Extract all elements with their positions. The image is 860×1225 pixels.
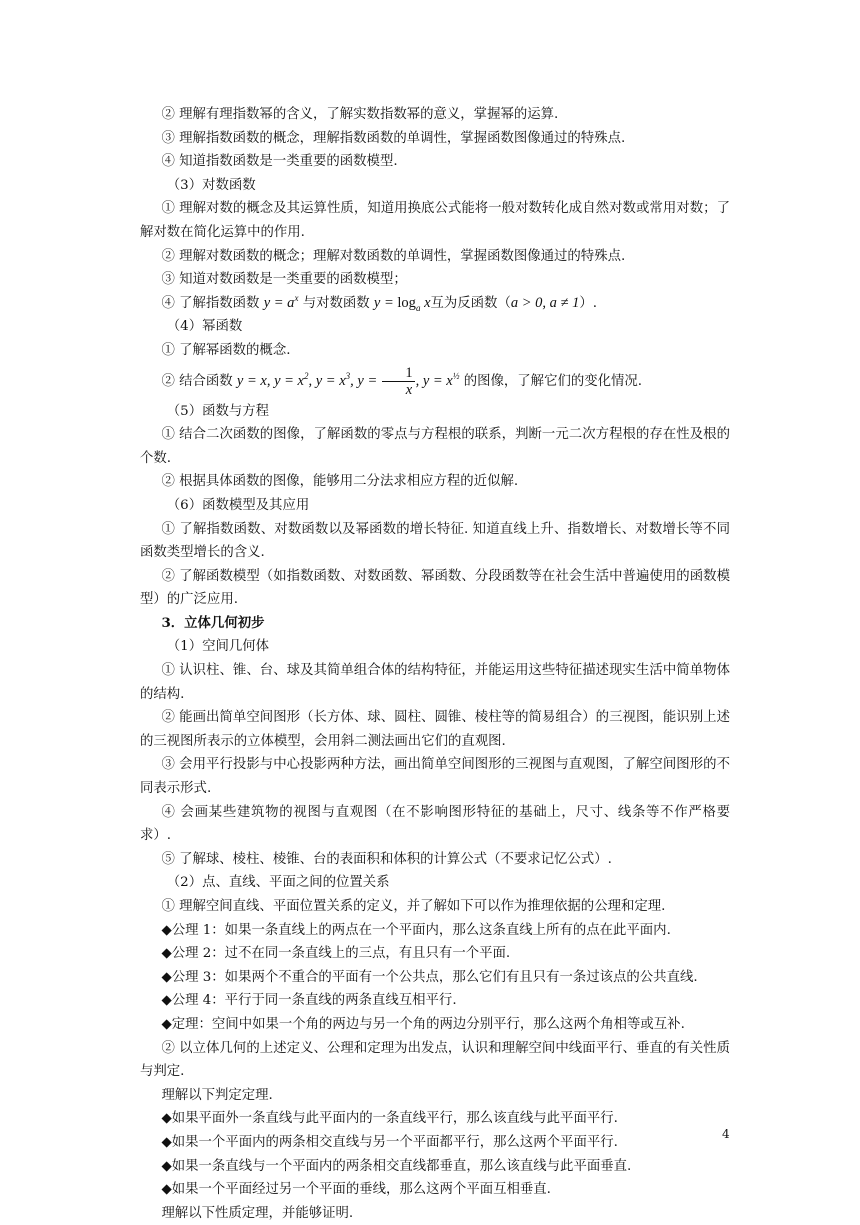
paragraph: ① 理解空间直线、平面位置关系的定义，并了解如下可以作为推理依据的公理和定理. — [161, 899, 666, 914]
subsection-heading: （2）点、直线、平面之间的位置关系 — [166, 875, 390, 891]
paragraph: ② 理解有理指数幂的含义，了解实数指数幂的意义，掌握幂的运算. — [161, 107, 559, 122]
axiom-item: ◆公理 4：平行于同一条直线的两条直线互相平行. — [161, 993, 457, 1009]
page-number: 4 — [722, 1127, 730, 1141]
paragraph: ② 以立体几何的上述定义、公理和定理为出发点，认识和理解空间中线面平行、垂直的有关性质与判定. — [140, 1040, 730, 1080]
paragraph: ③ 知道对数函数是一类重要的函数模型； — [161, 272, 407, 288]
subsection-heading: （6）函数模型及其应用 — [166, 497, 310, 513]
text-run: 互为反函数（ — [430, 295, 511, 311]
paragraph: ① 了解指数函数、对数函数以及幂函数的增长特征. 知道直线上升、指数增长、对数增长等不同函数类型增长的含义. — [140, 521, 730, 561]
theorem-item: ◆如果平面外一条直线与此平面内的一条直线平行，那么该直线与此平面平行. — [161, 1111, 618, 1127]
paragraph: ③ 理解指数函数的概念，理解指数函数的单调性，掌握函数图像通过的特殊点. — [161, 130, 626, 146]
axiom-item: ◆公理 2：过不在同一条直线上的三点，有且只有一个平面. — [161, 946, 511, 962]
text-run: 与对数函数 — [302, 295, 370, 311]
theorem-item: ◆如果一个平面经过另一个平面的垂线，那么这两个平面互相垂直. — [161, 1182, 551, 1198]
section-heading: 3．立体几何初步 — [161, 614, 265, 631]
text-run: 的图像，了解它们的变化情况. — [463, 373, 643, 389]
theorem-item: ◆如果一条直线与一个平面内的两条相交直线都垂直，那么该直线与此平面垂直. — [161, 1158, 632, 1174]
paragraph: ④ 知道指数函数是一类重要的函数模型. — [161, 154, 398, 170]
paragraph: ② 根据具体函数的图像，能够用二分法求相应方程的近似解. — [161, 474, 519, 490]
paragraph-inverse-function — [140, 292, 730, 316]
paragraph: ① 认识柱、锥、台、球及其简单组合体的结构特征，并能运用这些特征描述现实生活中简单物体的结构. — [140, 663, 730, 702]
subsection-heading: （3）对数函数 — [166, 177, 256, 193]
paragraph: ① 结合二次函数的图像，了解函数的零点与方程根的联系，判断一元二次方程根的存在性及根的个数. — [140, 427, 730, 466]
fraction-one-over-x: $\frac{1}{x}$ — [382, 365, 415, 398]
formula-exponential: $y = a^x$ — [263, 292, 299, 311]
subsection-heading: （4）幂函数 — [166, 319, 243, 335]
formula-power-functions: y = x, $y = x^2$, $y = x^3$, y = — [236, 370, 381, 389]
paragraph: ③ 会用平行投影与中心投影两种方法，画出简单空间图形的三视图与直观图，了解空间图形的不同表示形式. — [140, 757, 730, 797]
paragraph: ⑤ 了解球、棱柱、棱锥、台的表面积和体积的计算公式（不要求记忆公式）. — [161, 851, 612, 867]
axiom-item: ◆公理 3：如果两个不重合的平面有一个公共点，那么它们有且只有一条过该点的公共直线. — [161, 969, 698, 985]
paragraph: ② 能画出简单空间图形（长方体、球、圆柱、圆锥、棱柱等的简易组合）的三视图，能识别上述的三视图所表示的立体模型，会用斜二测法画出它们的直观图. — [140, 710, 730, 749]
paragraph: ④ 会画某些建筑物的视图与直观图（在不影响图形特征的基础上，尺寸、线条等不作严格要求）. — [140, 804, 730, 844]
paragraph: 理解以下性质定理，并能够证明. — [161, 1205, 354, 1221]
text-run: ② 结合函数 — [161, 373, 233, 389]
formula-condition: a > 0, a ≠ 1 — [510, 294, 580, 311]
document-body — [140, 103, 730, 1225]
paragraph: ① 理解对数的概念及其运算性质，知道用换底公式能将一般对数转化成自然对数或常用对数；了解对数在简化运算中的作用. — [140, 201, 730, 240]
paragraph-power-functions: ② 结合函数 y = x, $y = x^2$, $y = x^3$, y = $\frac{1}{x}$ , $y = x^{\frac{1}{2}}$ 的图像，了解它们的变化情况. — [161, 364, 643, 398]
formula-logarithm: $y = \log_a x$ — [373, 294, 431, 313]
subsection-heading: （1）空间几何体 — [166, 639, 270, 655]
text-run: ）. — [579, 295, 597, 311]
text-run: ④ 了解指数函数 — [161, 295, 260, 311]
paragraph: ② 了解函数模型（如指数函数、对数函数、幂函数、分段函数等在社会生活中普遍使用的函数模型）的广泛应用. — [140, 568, 730, 608]
theorem-item: ◆如果一个平面内的两条相交直线与另一个平面都平行，那么这两个平面平行. — [161, 1134, 618, 1150]
paragraph: 理解以下判定定理. — [161, 1087, 273, 1103]
paragraph: ② 理解对数函数的概念；理解对数函数的单调性，掌握函数图像通过的特殊点. — [161, 248, 626, 264]
paragraph: ① 了解幂函数的概念. — [161, 342, 291, 358]
theorem-item: ◆定理：空间中如果一个角的两边与另一个角的两边分别平行，那么这两个角相等或互补. — [161, 1016, 685, 1032]
axiom-item: ◆公理 1：如果一条直线上的两点在一个平面内，那么这条直线上所有的点在此平面内. — [161, 922, 671, 938]
subsection-heading: （5）函数与方程 — [166, 403, 270, 419]
